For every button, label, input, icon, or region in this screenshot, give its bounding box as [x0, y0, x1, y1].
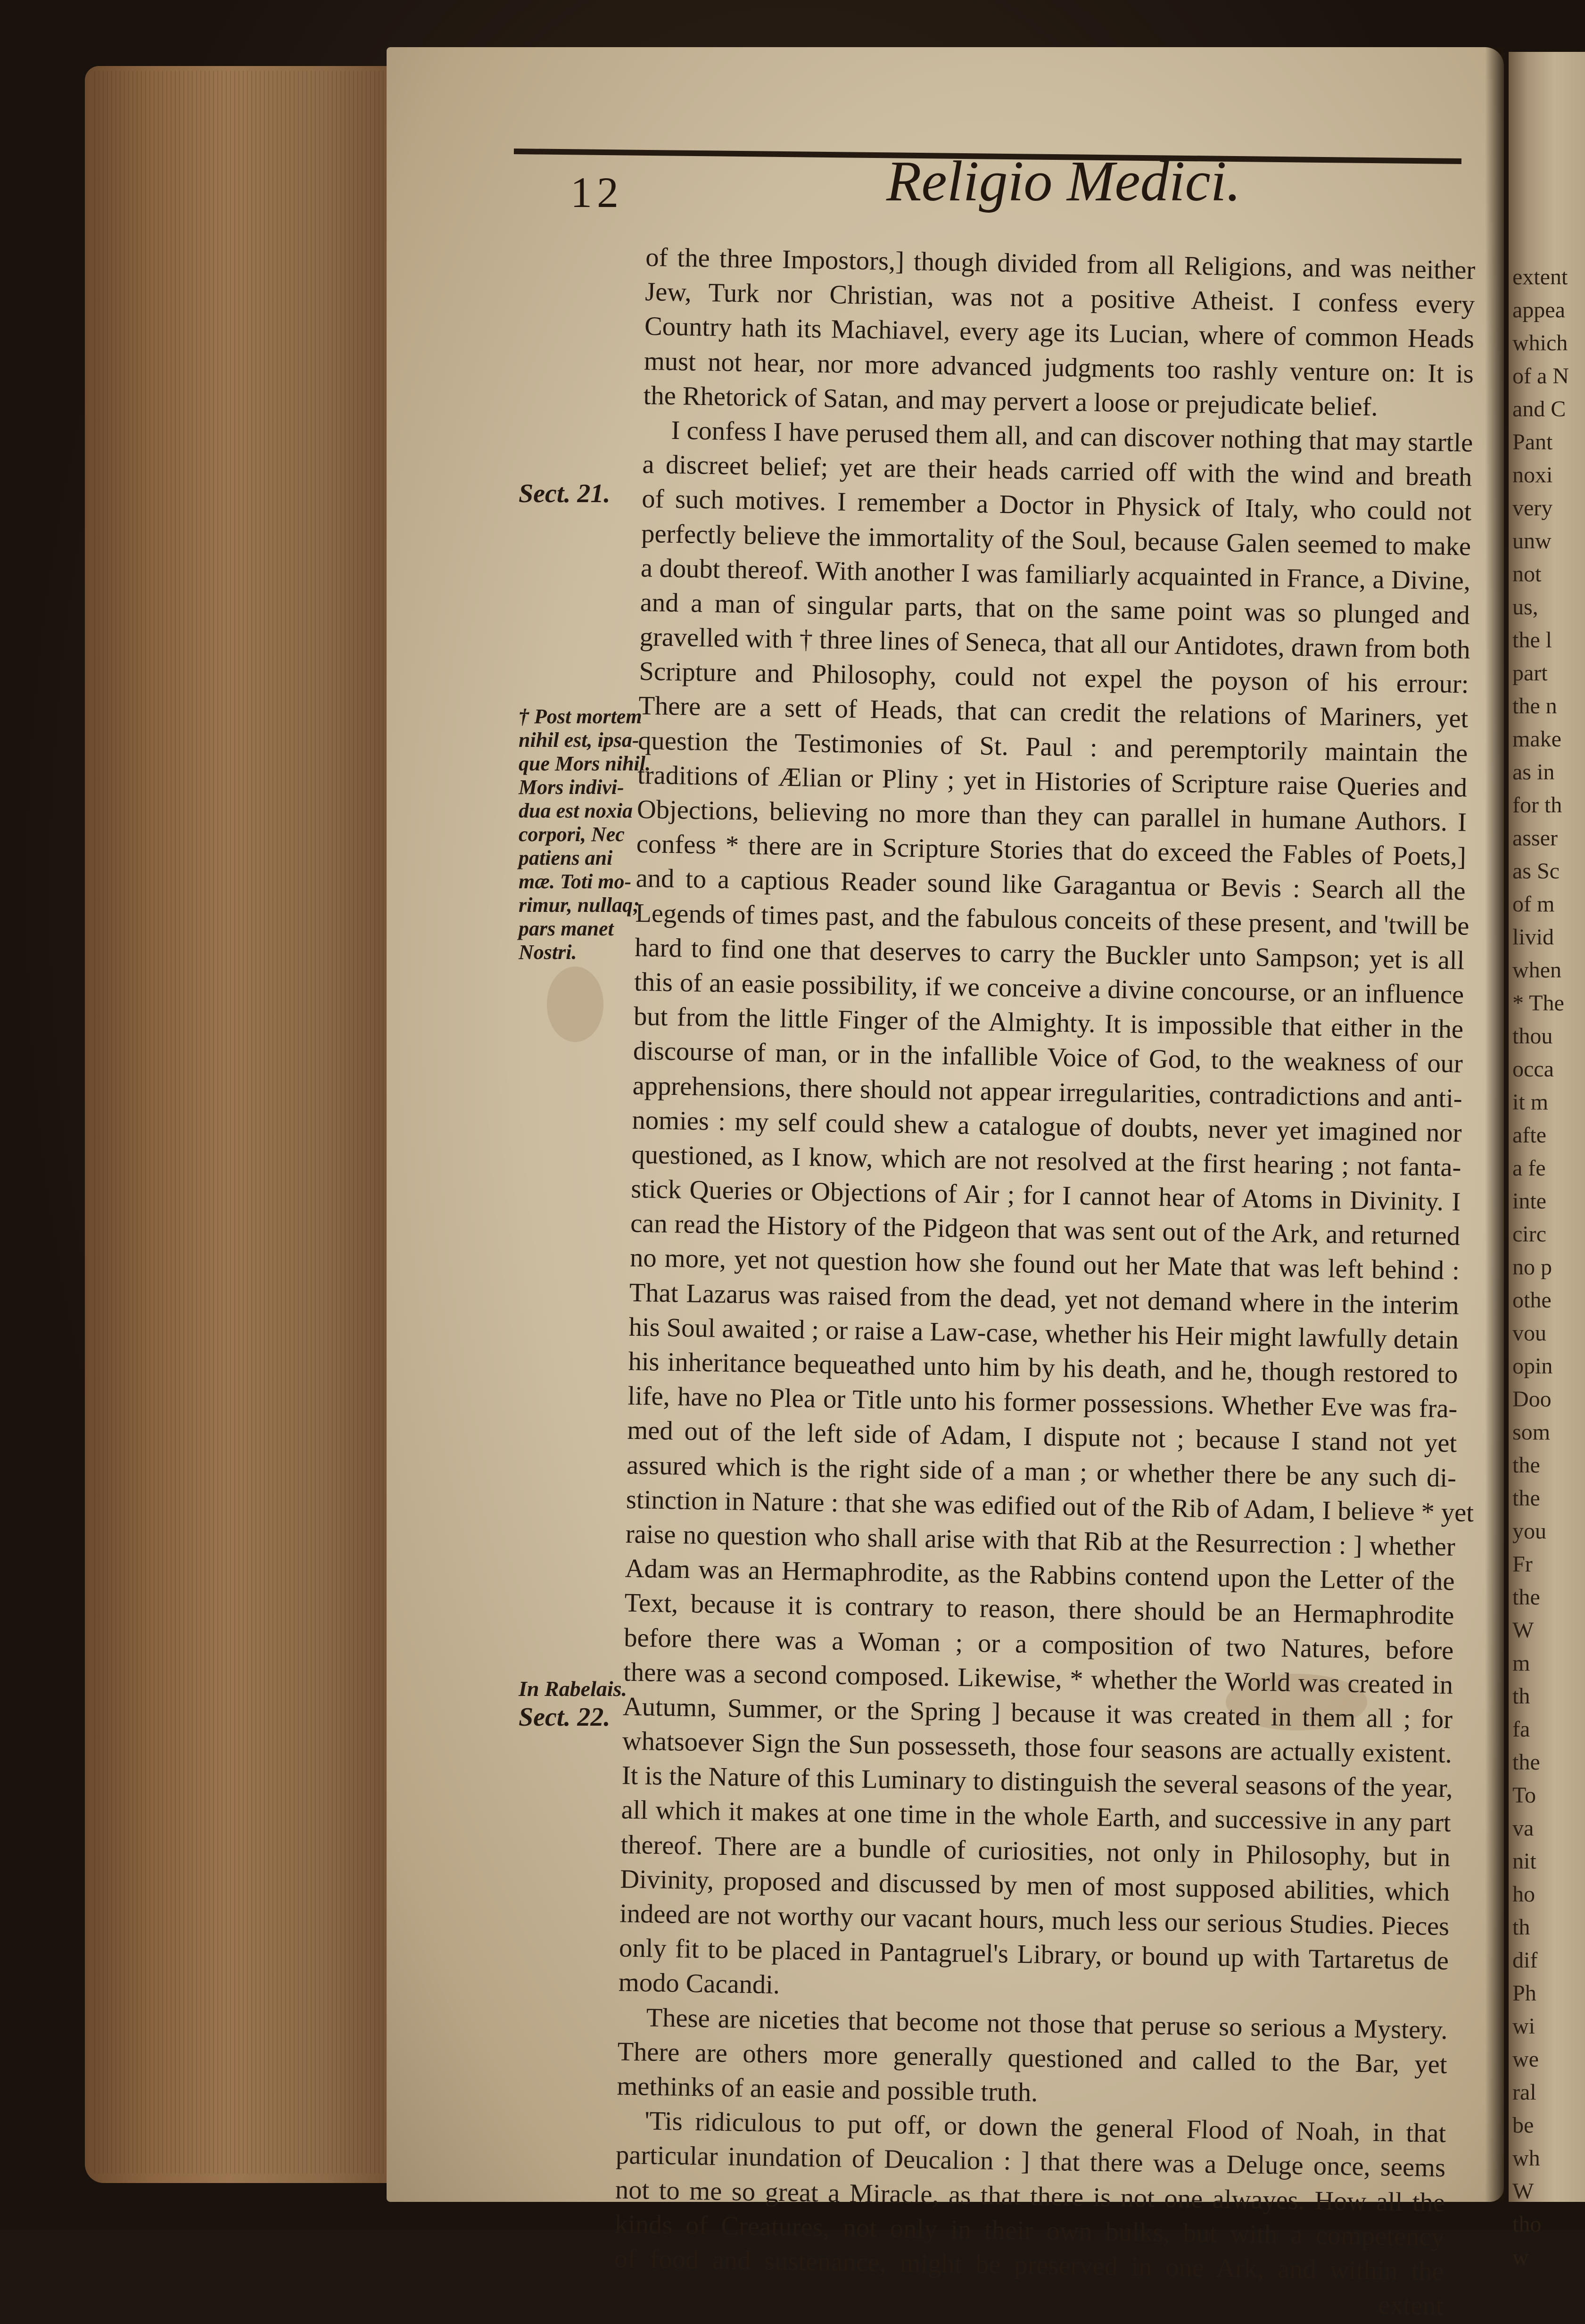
text-line: of the three Impostors,] though divided from all Religions, and was neither [645, 242, 1476, 285]
right-page-text-fragment: you [1512, 1519, 1546, 1544]
text-line: thereof. There are a bundle of curiosities, not only in Philosophy, but in [620, 1830, 1451, 1872]
right-page-text-fragment: th [1512, 1684, 1530, 1709]
text-line: questioned, as I know, which are not resolved at the first hearing ; not fanta- [631, 1140, 1461, 1183]
text-line: of food and sustenance, might be preserved in one Ark, and within the [614, 2244, 1445, 2286]
text-line: all which it makes at one time in the whole Earth, and successive in any part [621, 1795, 1451, 1838]
right-page-text-fragment: noxi [1512, 463, 1553, 488]
text-line: stinction in Nature : that she was edified out of the Rib of Adam, I believe * yet [626, 1485, 1474, 1528]
text-line: indeed are not worthy our vacant hours, much less our serious Studies. Pieces [619, 1899, 1450, 1942]
right-page-text-fragment: wi [1512, 2014, 1535, 2039]
text-line: but from the little Finger of the Almighty. It is impossible that either in the [633, 1001, 1464, 1044]
right-page-text-fragment: thou [1512, 1024, 1553, 1049]
right-page-text-fragment: a fe [1512, 1156, 1546, 1181]
text-line: a doubt thereof. With another I was familiarly acquainted in France, a Divine, [640, 553, 1471, 596]
right-page-text-fragment: livid [1512, 925, 1554, 950]
right-page-text-fragment: opin [1512, 1354, 1553, 1379]
text-line: his inheritance bequeathed unto him by his death, and he, though restored to [628, 1347, 1458, 1389]
right-page-text-fragment: as Sc [1512, 859, 1560, 884]
right-page-text-fragment: and C [1512, 397, 1566, 422]
right-page-text-fragment: m [1512, 1651, 1530, 1676]
right-page-text-fragment: be [1512, 2113, 1534, 2138]
right-page-text-fragment: the [1512, 1486, 1540, 1511]
text-line: Divinity, proposed and discussed by men of most supposed abilities, which [619, 1864, 1450, 1907]
right-page-text-fragment: the [1512, 1453, 1540, 1478]
right-page-text-fragment: nit [1512, 1849, 1536, 1874]
text-line: Autumn, Summer, or the Spring ] because it was created in them all ; for [622, 1692, 1453, 1735]
text-line: not to me so great a Miracle, as that there is not one alwayes. How all the [615, 2175, 1445, 2217]
text-line: his Soul awaited ; or raise a Law-case, whether his Heir might lawfully detain [628, 1312, 1459, 1355]
page-number: 12 [570, 168, 623, 216]
right-page-text-fragment: Pant [1512, 430, 1553, 455]
margin-sect-22: Sect. 22. [519, 1703, 611, 1732]
right-page-text-fragment: inte [1512, 1189, 1546, 1214]
text-line: apprehensions, there should not appear irregularities, contradictions and anti- [632, 1071, 1463, 1113]
text-line: stick Queries or Objections of Air ; for I cannot hear of Atoms in Divinity. I [630, 1174, 1461, 1217]
text-line: These are niceties that become not those that peruse so serious a Mystery. [646, 2003, 1448, 2045]
text-line: must not hear, nor more advanced judgments too rashly venture on: It is [644, 346, 1474, 389]
margin-note-line: † Post mortem [519, 705, 642, 728]
text-line: Scripture and Philosophy, could not expel the poyson of his errour: [639, 657, 1469, 699]
text-line: kinds of Creatures, not only in their own bulks, but with a competency [614, 2209, 1445, 2252]
body-text [613, 240, 1476, 2324]
right-page-text-fragment: part [1512, 661, 1548, 686]
right-page-text-fragment: occa [1512, 1057, 1554, 1082]
text-line: the Rhetorick of Satan, and may pervert a loose or prejudicate belief. [643, 380, 1379, 422]
right-page-text-fragment: va [1512, 1816, 1534, 1841]
margin-latin-note [519, 705, 651, 964]
right-page-text-fragment: som [1512, 1420, 1551, 1445]
text-line: Text, because it is contrary to reason, there should be an Hermaphrodite [624, 1588, 1454, 1631]
margin-note-line: corpori, Nec [519, 823, 625, 846]
text-line: Jew, Turk nor Christian, was not a positive Atheist. I confess every [644, 277, 1475, 320]
margin-sect-21: Sect. 21. [519, 479, 611, 508]
right-page-text-fragment: appea [1512, 298, 1565, 323]
text-line: raise no question who shall arise with that Rib at the Resurrection : ] whether [625, 1519, 1456, 1562]
right-page-text-fragment: circ [1512, 1222, 1546, 1247]
text-line: there was a second composed. Likewise, * whether the World was created in [623, 1657, 1453, 1700]
right-page-text-fragment: Doo [1512, 1387, 1552, 1412]
right-page-text-fragment: To [1512, 1783, 1536, 1808]
text-line: Objections, believing no more than they can parallel in humane Authors. I [636, 794, 1467, 837]
margin-note-line: pars manet [519, 917, 614, 940]
right-page-text-fragment: afte [1512, 1123, 1546, 1148]
text-line: hard to find one that deserves to carry the Buckler unto Sampson; yet is all [634, 933, 1465, 976]
right-page-text-fragment: us, [1512, 595, 1538, 620]
text-line: of such motives. I remember a Doctor in Physick of Italy, who could not [641, 484, 1472, 527]
margin-note-line: mæ. Toti mo- [519, 870, 632, 893]
text-line: particular inundation of Deucalion : ] that there was a Deluge once, seems [615, 2140, 1446, 2183]
margin-note-line: patiens ani [519, 846, 613, 869]
right-page-text-fragment: wh [1512, 2146, 1540, 2171]
right-page-text-fragment: ho [1512, 1882, 1535, 1907]
text-line: Country hath its Machiavel, every age its Lucian, where of common Heads [644, 312, 1475, 354]
text-line: med out of the left side of Adam, I dispute not ; because I stand not yet [627, 1416, 1457, 1458]
text-line: Adam was an Hermaphrodite, as the Rabbins contend upon the Letter of the [625, 1554, 1455, 1596]
margin-note-line: Nostri. [519, 941, 577, 964]
paper-stain [547, 967, 603, 1042]
right-page-text-fragment: the [1512, 1750, 1540, 1775]
text-line: assured which is the right side of a man ; or whether there be any such di- [626, 1450, 1457, 1493]
right-page-text-fragment: which [1512, 331, 1568, 356]
right-page-text-fragment: as in [1512, 760, 1555, 785]
right-page-text-fragment: not [1512, 562, 1542, 587]
right-page-text-fragment: W [1512, 1618, 1534, 1643]
text-line: confess * there are in Scripture Stories that do exceed the Fables of Poets,] [636, 829, 1467, 872]
text-line: traditions of Ælian or Pliny ; yet in Histories of Scripture raise Queries and [637, 760, 1468, 803]
text-line: discourse of man, or in the infallible Voice of God, to the weakness of our [633, 1036, 1463, 1079]
right-page-text-fragment: vou [1512, 1321, 1546, 1346]
text-line: life, have no Plea or Title unto his former possessions. Whether Eve was fra- [627, 1381, 1458, 1424]
margin-note-line: dua est noxia [519, 799, 633, 822]
right-page-text-fragment: when [1512, 958, 1561, 983]
text-line: and a man of singular parts, that on the same point was so plunged and [640, 587, 1470, 630]
margin-note-line: que Mors nihil. [519, 752, 651, 775]
text-line: perfectly believe the immortality of the Soul, because Galen seemed to make [641, 519, 1471, 562]
text-line: 'Tis ridiculous to put off, or down the general Flood of Noah, in that [644, 2106, 1446, 2149]
right-page-text-fragment: extent [1512, 265, 1568, 289]
text-line: whatsoever Sign the Sun possesseth, those four seasons are actually existent. [622, 1726, 1453, 1769]
text-line: can read the History of the Pidgeon that was sent out of the Ark, and returned [630, 1208, 1461, 1251]
right-page-text-fragment: tho [1512, 2212, 1542, 2237]
text-line: no more, yet not question how she found out her Mate that was left behind : [629, 1243, 1460, 1286]
text-line: nomies : my self could shew a catalogue of doubts, never yet imagined nor [632, 1105, 1462, 1148]
text-line: There are a sett of Heads, that can credit the relations of Mariners, yet [638, 691, 1469, 734]
text-line: Legends of times past, and the fabulous conceits of these present, and 'twill be [635, 898, 1469, 941]
right-page-text-fragment: w [1512, 2245, 1529, 2270]
running-title: Religio Medici. [886, 149, 1241, 213]
margin-note-line: Mors indivi- [519, 776, 624, 799]
text-line: before there was a Woman ; or a composition of two Natures, before [623, 1623, 1454, 1665]
text-line: only fit to be placed in Pantagruel's Library, or bound up with Tartaretus de [619, 1933, 1449, 1976]
text-line: and to a captious Reader sound like Garagantua or Bevis : Search all the [636, 864, 1466, 906]
margin-note-line: nihil est, ipsa- [519, 728, 639, 752]
right-page-text-fragment: for th [1512, 793, 1562, 818]
text-line: It is the Nature of this Luminary to distinguish the several seasons of the year, [621, 1761, 1453, 1803]
right-page-text-fragment: ral [1512, 2080, 1536, 2105]
right-page-text-fragment: fa [1512, 1717, 1530, 1742]
right-page-text-fragment: Ph [1512, 1981, 1536, 2006]
right-page-text-fragment: W [1512, 2179, 1534, 2204]
page-edges [94, 71, 387, 2174]
right-page-text-fragment: of a N [1512, 364, 1569, 389]
right-page-text-fragment: th [1512, 1915, 1530, 1940]
right-page-text-fragment: it m [1512, 1090, 1549, 1115]
right-page-text-fragment: Fr [1512, 1552, 1533, 1577]
text-line: gravelled with † three lines of Seneca, that all our Antidotes, drawn from both [639, 622, 1471, 665]
text-line: There are others more generally questioned and called to the Bar, yet [617, 2037, 1447, 2079]
text-line: this of an easie possibility, if we conceive a divine concourse, or an influence [634, 967, 1464, 1010]
right-page-text-fragment: very [1512, 496, 1553, 521]
right-page-fragment [1509, 52, 1585, 2270]
margin-note-line: rimur, nullaq; [519, 893, 640, 917]
right-page-text-fragment: asser [1512, 826, 1558, 851]
right-page-text-fragment: othe [1512, 1288, 1552, 1313]
right-page-text-fragment: * The [1512, 991, 1564, 1016]
text-line: I confess I have perused them all, and can discover nothing that may startle [671, 415, 1473, 458]
gutter-shadow [1485, 47, 1504, 2202]
right-page-text-fragment: no p [1512, 1255, 1552, 1280]
right-page-text-fragment: the n [1512, 694, 1557, 719]
text-line: modo Cacandi. [618, 1968, 780, 2000]
right-page-text-fragment: we [1512, 2047, 1539, 2072]
text-line: methinks of an easie and possible truth. [617, 2071, 1038, 2108]
right-page-text-fragment: dif [1512, 1948, 1538, 1973]
text-line: That Lazarus was raised from the dead, yet not demand where in the interim [629, 1278, 1460, 1320]
right-page-text-fragment: the l [1512, 628, 1552, 653]
right-page-text-fragment: of m [1512, 892, 1555, 917]
text-line: extent [1378, 2291, 1444, 2321]
text-line: question the Testimonies of St. Paul : and peremptorily maintain the [637, 726, 1468, 769]
text-line: a discreet belief; yet are their heads carried off with the wind and breath [642, 450, 1472, 492]
margin-rabelais: In Rabelais. [519, 1677, 627, 1701]
right-page-text-fragment: unw [1512, 529, 1552, 554]
right-page-text-fragment: make [1512, 727, 1561, 752]
right-page-text-fragment: the [1512, 1585, 1540, 1610]
